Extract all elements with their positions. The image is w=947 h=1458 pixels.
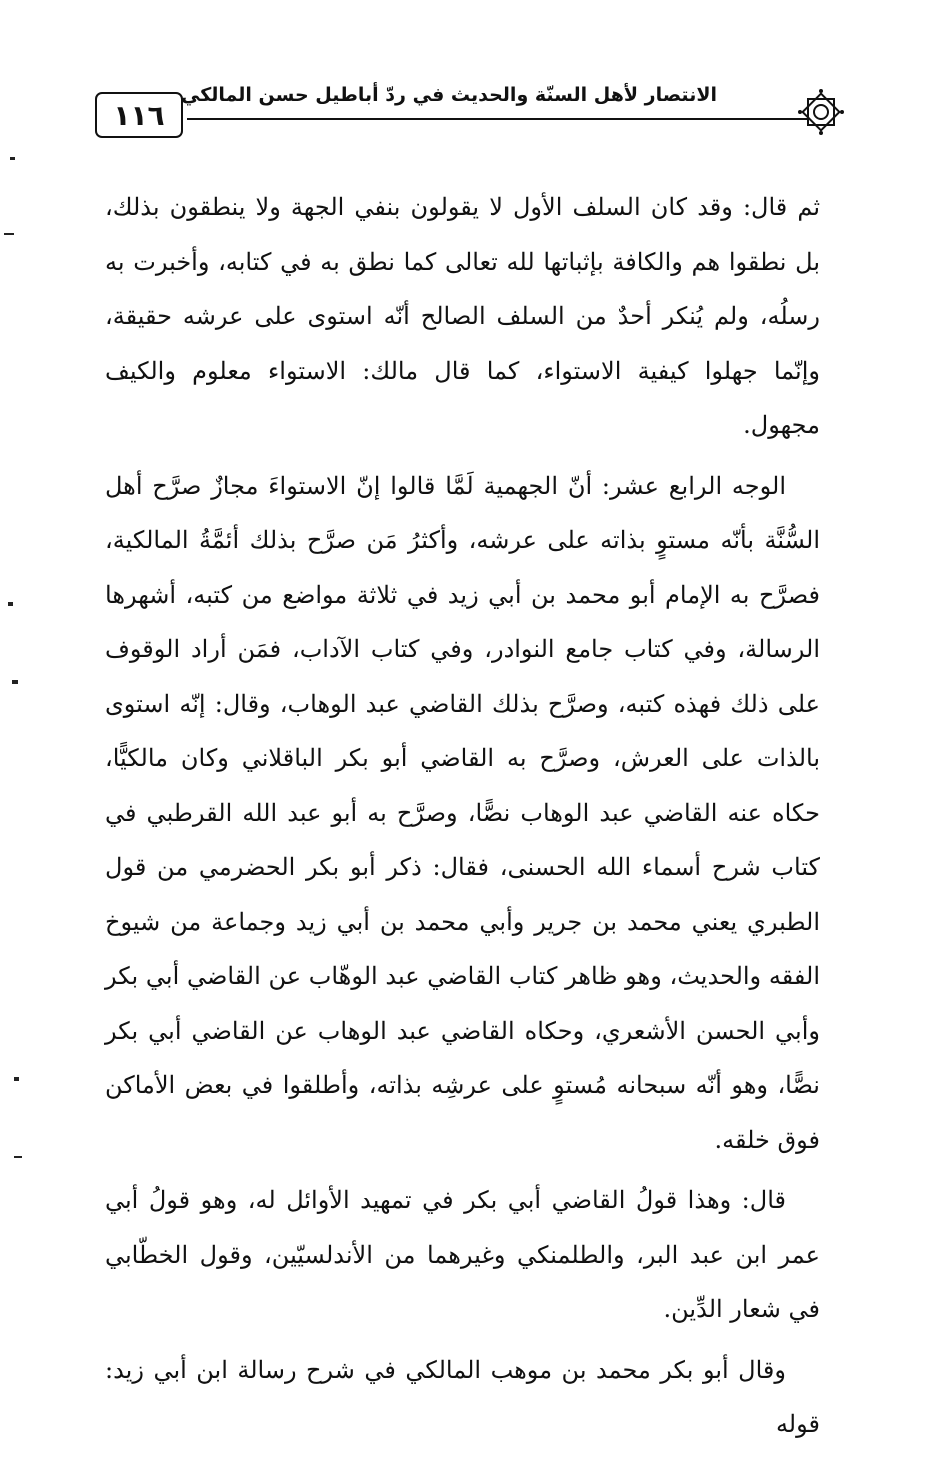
scan-speck xyxy=(8,602,13,606)
scan-speck xyxy=(14,1077,19,1081)
header-rule xyxy=(187,118,809,120)
scan-speck xyxy=(10,157,15,160)
paragraph-3: قال: وهذا قولُ القاضي أبي بكر في تمهيد الأوائل له، وهو قولُ أبي عمر ابن عبد البر، والطلمنكي وغيرهما من الأندلسيّين، وقول الخطّابي في شعار الدِّين. xyxy=(105,1186,820,1323)
paragraph-2: الوجه الرابع عشر: أنّ الجهمية لَمَّا قالوا إنّ الاستواءَ مجازٌ صرَّح أهل السُّنَّة بأنّه مستوٍ بذاته على عرشه، وأكثرُ مَن صرَّح بذلك أئمَّةُ المالكية، فصرَّح به الإمام أبو محمد بن أبي زيد في ثلاثة مواضع من كتبه، أشهرها الرسالة، وفي كتاب جامع النوادر، وفي كتاب الآداب، فمَن أراد الوقوف على ذلك فهذه كتبه، وصرَّح بذلك القاضي عبد الوهاب، وقال: إنّه استوى بالذات على العرش، وصرَّح به القاضي أبو بكر الباقلاني وكان مالكيًّا، حكاه عنه القاضي عبد الوهاب نصًّا، وصرَّح به أبو عبد الله القرطبي في كتاب شرح أسماء الله الحسنى، فقال: ذكر أبو بكر الحضرمي من قول الطبري يعني محمد بن جرير وأبي محمد بن أبي زيد وجماعة من شيوخ الفقه والحديث، وهو ظاهر كتاب القاضي عبد الوهّاب عن القاضي أبي بكر وأبي الحسن الأشعري، وحكاه القاضي عبد الوهاب عن القاضي أبي بكر نصًّا، وهو أنّه سبحانه مُستوٍ على عرشِه بذاته، وأطلقوا في بعض الأماكن فوق خلقه. xyxy=(105,471,820,1154)
running-header xyxy=(95,78,845,148)
running-title: الانتصار لأهل السنّة والحديث في ردّ أباطيل حسن المالكي xyxy=(181,84,717,106)
paragraph-4: وقال أبو بكر محمد بن موهب المالكي في شرح رسالة ابن أبي زيد: قوله xyxy=(105,1355,820,1438)
page-number: ١١٦ xyxy=(95,92,183,138)
paragraph-1: ثم قال: وقد كان السلف الأول لا يقولون بنفي الجهة ولا ينطقون بذلك، بل نطقوا هم والكافة بإثباتها لله تعالى كما نطق به في كتابه، وأخبرت به رسلُه، ولم يُنكر أحدٌ من السلف الصالح أنّه استوى على عرشه حقيقة، وإنّما جهلوا كيفية الاستواء، كما قال مالك: الاستواء معلوم والكيف مجهول. xyxy=(105,193,821,439)
scan-speck xyxy=(14,1156,22,1158)
eight-point-star-ornament-icon xyxy=(797,88,845,136)
scan-speck xyxy=(12,680,18,684)
scan-speck xyxy=(4,233,14,235)
body-text xyxy=(105,180,820,1458)
